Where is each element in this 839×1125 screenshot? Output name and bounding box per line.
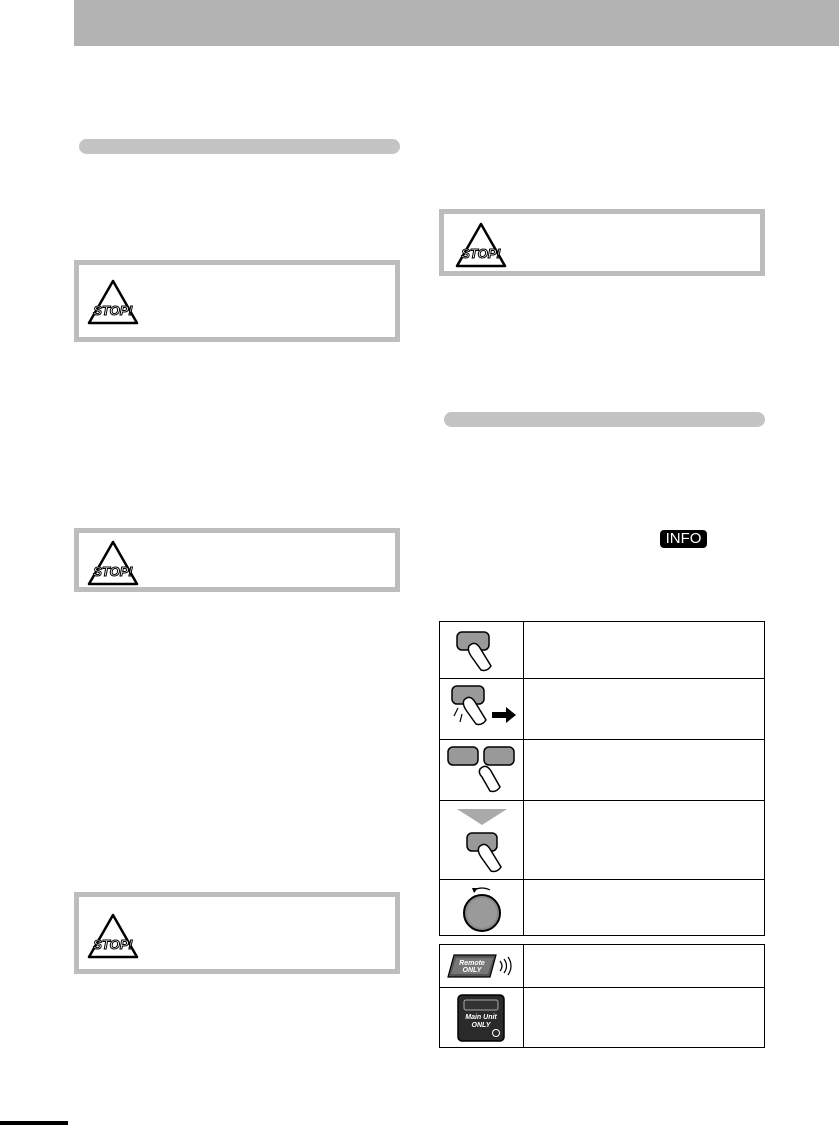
svg-text:ONLY: ONLY [462, 967, 481, 974]
legend-row-divider [440, 800, 764, 801]
legend-row-divider [440, 739, 764, 740]
svg-text:ONLY: ONLY [471, 1022, 490, 1029]
main-unit-only-icon [440, 991, 523, 1047]
remote-only-icon [440, 949, 523, 985]
stop-warning-icon [86, 539, 140, 587]
svg-text:STOP!: STOP! [461, 246, 501, 261]
legend-column-divider [523, 945, 524, 1047]
caution-box-left-2 [74, 528, 400, 592]
caution-box-left-3 [74, 892, 400, 974]
stop-warning-icon [86, 278, 140, 326]
legend-row-divider [440, 987, 764, 988]
press-button-icon [440, 626, 523, 678]
page-footer-bar [0, 1121, 68, 1125]
press-hold-button-icon [440, 682, 523, 738]
svg-text:STOP!: STOP! [93, 564, 133, 579]
operation-legend-table [439, 621, 765, 936]
unit-legend-table [439, 944, 765, 1048]
info-button-icon: INFO [660, 530, 707, 548]
stop-warning-icon [454, 221, 508, 269]
legend-row-divider [440, 678, 764, 679]
press-repeatedly-icon [440, 805, 523, 877]
svg-text:Remote: Remote [458, 960, 485, 967]
svg-text:STOP!: STOP! [93, 937, 133, 952]
stop-warning-icon [86, 912, 140, 960]
caution-box-left-1 [74, 260, 400, 342]
svg-text:Main Unit: Main Unit [464, 1014, 497, 1021]
legend-row-divider [440, 879, 764, 880]
turn-dial-icon [440, 883, 523, 935]
svg-text:STOP!: STOP! [93, 303, 133, 318]
section-heading-bar-left [79, 139, 400, 154]
page-header-bar [74, 0, 839, 46]
legend-column-divider [523, 622, 524, 935]
press-two-buttons-icon [440, 743, 523, 799]
caution-box-right [439, 209, 765, 276]
section-heading-bar-right [444, 412, 765, 427]
